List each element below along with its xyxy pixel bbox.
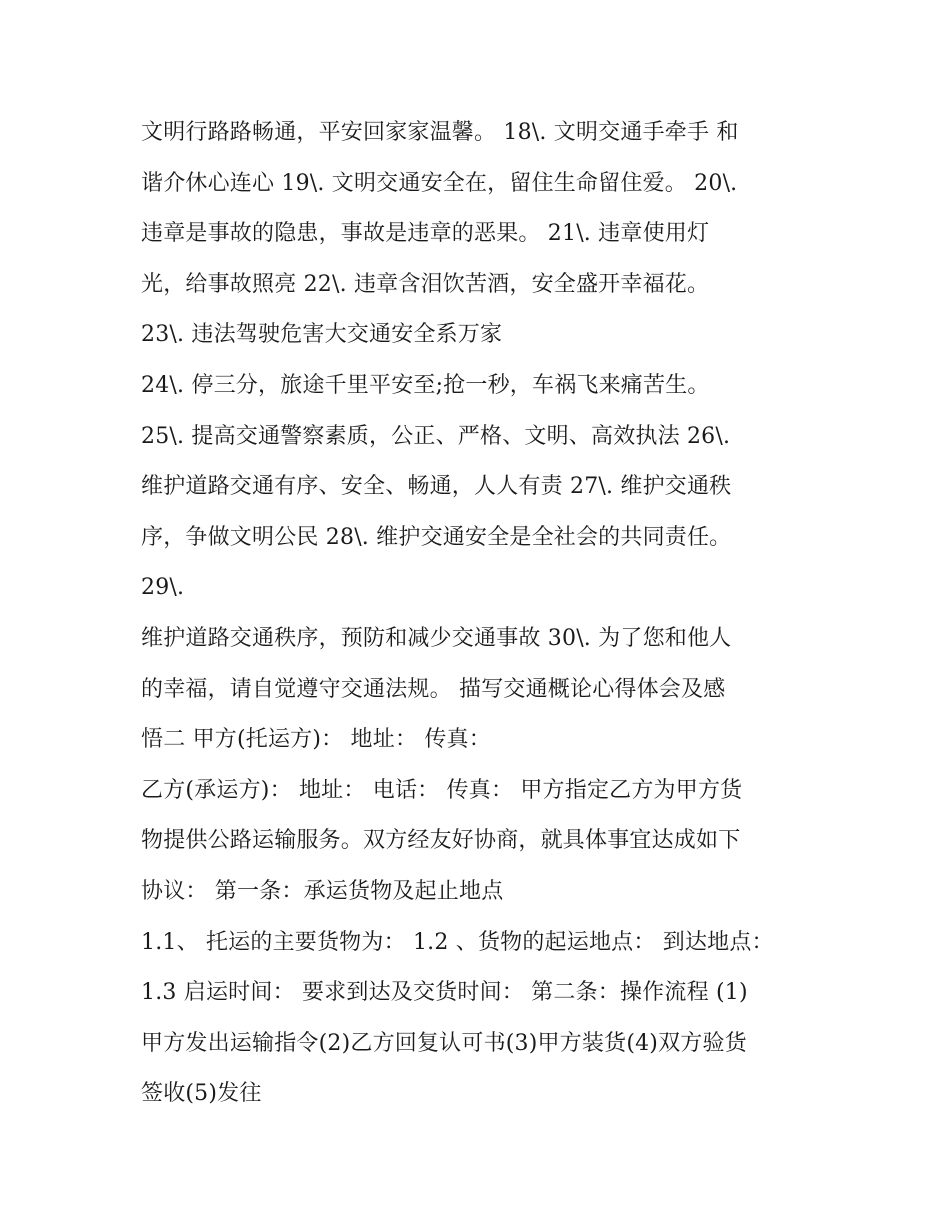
text-line: 24\. 停三分，旅途千里平安至;抢一秒，车祸飞来痛苦生。 [141, 372, 710, 398]
text-line: 违章是事故的隐患，事故是违章的恶果。 21\. 违章使用灯 [141, 221, 710, 247]
text-line: 1.3 启运时间： 要求到达及交货时间： 第二条：操作流程 (1) [141, 980, 748, 1006]
text-line: 序，争做文明公民 28\. 维护交通安全是全社会的共同责任。 [141, 524, 732, 550]
text-line: 悟二 甲方(托运方)： 地址： 传真： [141, 727, 491, 753]
text-line: 1.1、 托运的主要货物为： 1.2 、货物的起运地点： 到达地点： [141, 929, 774, 955]
text-line: 光，给事故照亮 22\. 违章含泪饮苦酒，安全盛开幸福花。 [141, 271, 710, 297]
text-line: 23\. 违法驾驶危害大交通安全系万家 [141, 322, 503, 348]
document-body [141, 108, 821, 1120]
text-line: 物提供公路运输服务。双方经友好协商，就具体事宜达成如下 [141, 828, 741, 854]
text-line: 维护道路交通秩序，预防和减少交通事故 30\. 为了您和他人 [141, 625, 732, 651]
text-line: 谐介休心连心 19\. 文明交通安全在，留住生命留住爱。 20\. [141, 170, 738, 196]
text-line: 维护道路交通有序、安全、畅通，人人有责 27\. 维护交通秩 [141, 474, 732, 500]
text-line: 乙方(承运方)： 地址： 电话： 传真： 甲方指定乙方为甲方货 [141, 777, 743, 803]
text-line: 协议： 第一条：承运货物及起止地点 [141, 878, 504, 904]
text-line: 的幸福，请自觉遵守交通法规。 描写交通概论心得体会及感 [141, 676, 726, 702]
text-line: 25\. 提高交通警察素质，公正、严格、文明、高效执法 26\. [141, 423, 731, 449]
text-line: 签收(5)发往 [141, 1081, 262, 1107]
text-line: 甲方发出运输指令(2)乙方回复认可书(3)甲方装货(4)双方验货 [141, 1030, 747, 1056]
text-line: 29\. [141, 575, 185, 601]
text-line: 文明行路路畅通，平安回家家温馨。 18\. 文明交通手牵手 和 [141, 120, 739, 145]
